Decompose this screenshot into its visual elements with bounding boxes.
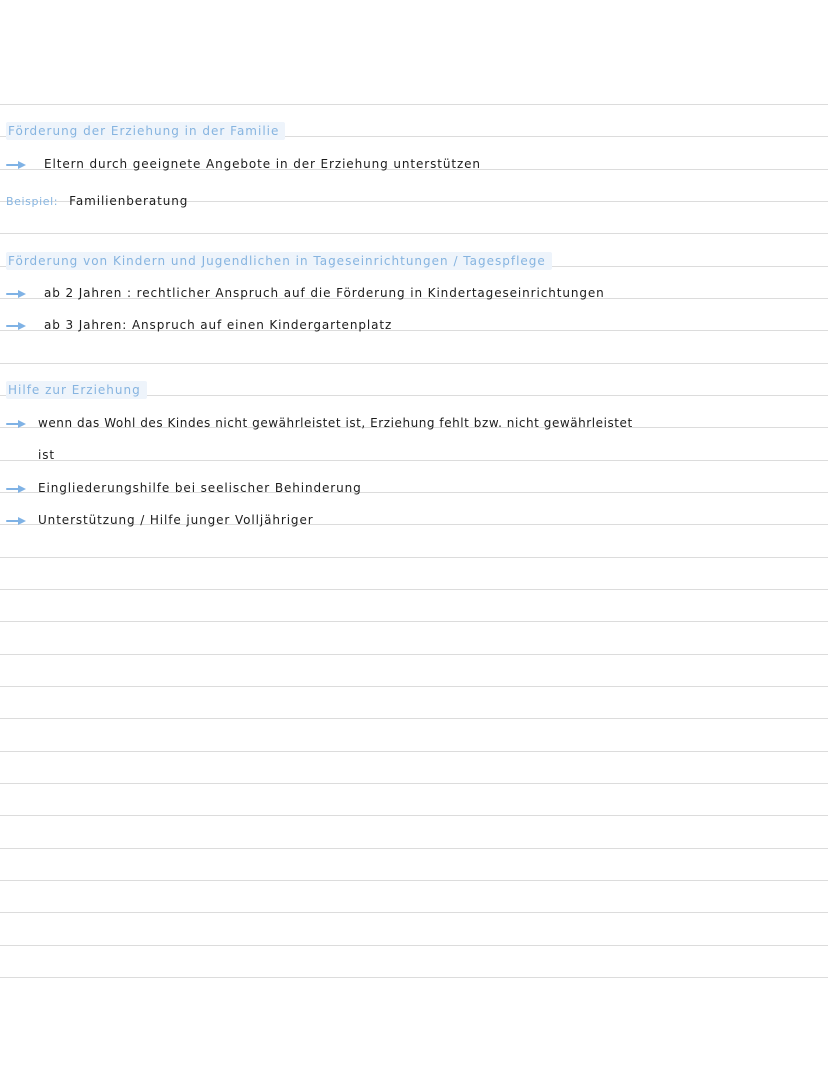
list-item-text: Eingliederungshilfe bei seelischer Behinderung [38,481,362,495]
rule-line [0,589,828,590]
rule-line [0,912,828,913]
list-item [6,318,828,342]
rule-line [0,815,828,816]
rule-line [0,621,828,622]
section-heading [6,254,828,278]
rule-line [0,363,828,364]
rule-line [0,751,828,752]
rule-line [0,783,828,784]
arrow-right-icon [6,516,28,526]
rule-line [0,654,828,655]
list-item [6,157,828,181]
section-heading [6,124,828,148]
list-item [6,513,828,537]
arrow-right-icon [6,289,28,299]
rule-line [0,557,828,558]
list-item-text: Eltern durch geeignete Angebote in der Erziehung unterstützen [44,157,481,171]
rule-line [0,718,828,719]
section-heading-text: Hilfe zur Erziehung [6,381,147,399]
list-item [6,416,828,440]
section-heading-text: Förderung von Kindern und Jugendlichen in Tageseinrichtungen / Tagespflege [6,252,552,270]
continuation-text: ist [38,448,55,462]
list-item-text: wenn das Wohl des Kindes nicht gewährleistet ist, Erziehung fehlt bzw. nicht gewährleistet [38,416,633,430]
rule-line [0,880,828,881]
arrow-right-icon [6,484,28,494]
example-text: Familienberatung [69,194,189,208]
section-heading-text: Förderung der Erziehung in der Familie [6,122,285,140]
list-item [6,286,828,310]
arrow-right-icon [6,419,28,429]
example-label: Beispiel: [6,195,59,208]
rule-line [0,848,828,849]
section-heading [6,383,828,407]
example-row [6,190,828,214]
rule-line [0,104,828,105]
rule-line [0,945,828,946]
list-item-text: ab 3 Jahren: Anspruch auf einen Kindergartenplatz [44,318,393,332]
arrow-right-icon [6,321,28,331]
list-item [6,481,828,505]
list-item-continuation [38,448,828,472]
list-item-text: Unterstützung / Hilfe junger Volljähriger [38,513,314,527]
arrow-right-icon [6,160,28,170]
rule-line [0,977,828,978]
rule-line [0,686,828,687]
list-item-text: ab 2 Jahren : rechtlicher Anspruch auf die Förderung in Kindertageseinrichtungen [44,286,605,300]
rule-line [0,233,828,234]
